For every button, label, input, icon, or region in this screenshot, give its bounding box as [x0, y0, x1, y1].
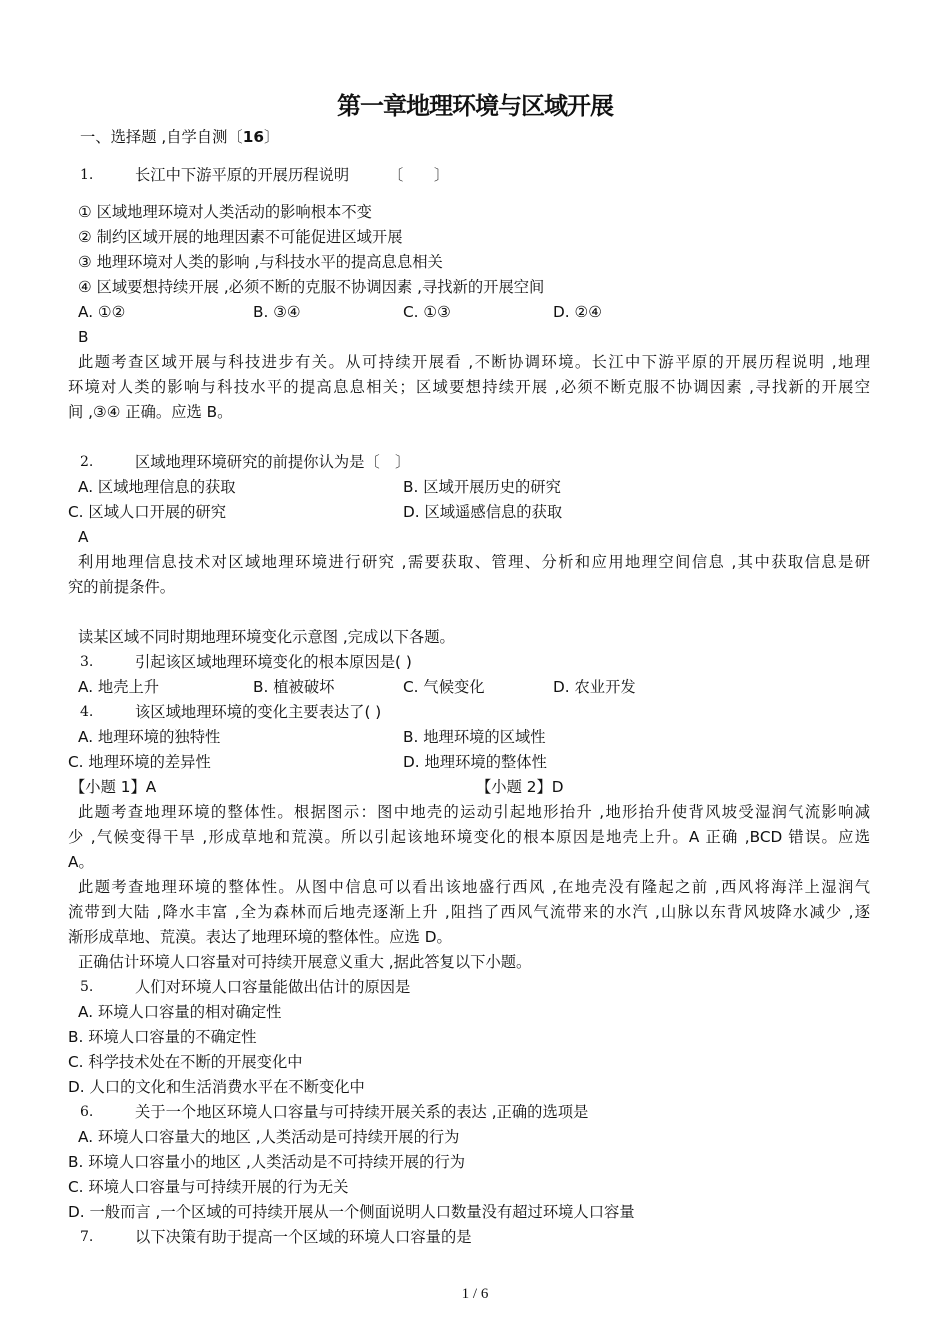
question-text: 以下决策有助于提高一个区域的环境人口容量的是	[135, 1228, 472, 1246]
explanation-line: 间 ,③④ 正确。应选 B。	[68, 403, 233, 421]
option-a: A. 地壳上升	[78, 678, 160, 696]
statement: ③ 地理环境对人类的影响 ,与科技水平的提高息息相关	[78, 253, 443, 271]
question-number: 5.	[80, 979, 94, 995]
statement: ② 制约区域开展的地理因素不可能促进区域开展	[78, 228, 403, 246]
question-text: 长江中下游平原的开展历程说明	[135, 166, 350, 184]
explanation-line: 渐形成草地、荒漠。表达了地理环境的整体性。应选 D。	[68, 928, 452, 946]
answer: A	[78, 528, 89, 546]
option-a: A. 区域地理信息的获取	[78, 478, 236, 496]
explanation-line: A。	[68, 853, 94, 871]
option-a: A. 环境人口容量大的地区 ,人类活动是可持续开展的行为	[78, 1128, 460, 1146]
statement: ④ 区域要想持续开展 ,必须不断的克服不协调因素 ,寻找新的开展空间	[78, 278, 545, 296]
question-number: 6.	[80, 1104, 94, 1120]
sub-answer: 【小题 1】A	[70, 778, 157, 796]
section-close: 〕	[264, 128, 280, 146]
option-a: A. ①②	[78, 303, 126, 321]
explanation-line: 此题考查地理环境的整体性。从图中信息可以看出该地盛行西风 ,在地壳没有隆起之前 ,西风将海洋上湿润气	[78, 878, 870, 896]
option-d: D. 一般而言 ,一个区域的可持续开展从一个侧面说明人口数量没有超过环境人口容量	[68, 1203, 635, 1221]
option-b: B. 环境人口容量的不确定性	[68, 1028, 257, 1046]
question-number: 3.	[80, 654, 94, 670]
question-text: 关于一个地区环境人口容量与可持续开展关系的表达 ,正确的选项是	[135, 1103, 589, 1121]
question-text: 引起该区域地理环境变化的根本原因是( )	[135, 653, 412, 671]
option-a: A. 地理环境的独特性	[78, 728, 221, 746]
option-a: A. 环境人口容量的相对确定性	[78, 1003, 282, 1021]
option-d: D. 农业开发	[553, 678, 636, 696]
option-d: D. 地理环境的整体性	[403, 753, 547, 771]
question-text: 该区域地理环境的变化主要表达了( )	[135, 703, 382, 721]
section-label: 一、选择题 ,自学自测〔	[80, 128, 243, 146]
question-text: 人们对环境人口容量能做出估计的原因是	[135, 978, 411, 996]
page-number: 1 / 6	[461, 1286, 489, 1302]
explanation-line: 利用地理信息技术对区域地理环境进行研究 ,需要获取、管理、分析和应用地理空间信息 ,其中获取信息是研	[78, 553, 870, 571]
explanation-line: 此题考查区域开展与科技进步有关。从可持续开展看 ,不断协调环境。长江中下游平原的开展历程说明 ,地理	[78, 353, 870, 371]
sub-answer: 【小题 2】D	[476, 778, 564, 796]
explanation-line: 少 ,气候变得干旱 ,形成草地和荒漠。所以引起该地环境变化的根本原因是地壳上升。A 正确 ,BCD 错误。应选	[68, 828, 870, 846]
explanation-line: 此题考查地理环境的整体性。根据图示：图中地壳的运动引起地形抬升 ,地形抬升使背风坡受湿润气流影响减	[78, 803, 870, 821]
option-b: B. 环境人口容量小的地区 ,人类活动是不可持续开展的行为	[68, 1153, 466, 1171]
option-b: B. 区域开展历史的研究	[403, 478, 561, 496]
option-c: C. 环境人口容量与可持续开展的行为无关	[68, 1178, 349, 1196]
section-count: 16	[242, 128, 264, 146]
group-intro: 读某区域不同时期地理环境变化示意图 ,完成以下各题。	[78, 628, 455, 646]
question-number: 1.	[80, 167, 94, 183]
option-d: D. 区域遥感信息的获取	[403, 503, 563, 521]
statement: ① 区域地理环境对人类活动的影响根本不变	[78, 203, 372, 221]
answer: B	[78, 328, 89, 346]
question-number: 2.	[80, 454, 94, 470]
option-b: B. 植被破坏	[253, 678, 335, 696]
option-c: C. 区域人口开展的研究	[68, 503, 227, 521]
group-intro: 正确估计环境人口容量对可持续开展意义重大 ,据此答复以下小题。	[78, 953, 532, 971]
answer-bracket: 〔 〕	[388, 166, 450, 184]
explanation-line: 究的前提条件。	[68, 578, 176, 596]
option-c: C. 气候变化	[403, 678, 485, 696]
option-d: D. 人口的文化和生活消费水平在不断变化中	[68, 1078, 365, 1096]
explanation-line: 环境对人类的影响与科技水平的提高息息相关；区域要想持续开展 ,必须不断克服不协调因素 ,寻找新的开展空	[68, 378, 870, 396]
question-text: 区域地理环境研究的前提你认为是〔 〕	[135, 453, 411, 471]
option-c: C. 科学技术处在不断的开展变化中	[68, 1053, 303, 1071]
explanation-line: 流带到大陆 ,降水丰富 ,全为森林而后地壳逐渐上升 ,阻挡了西风气流带来的水汽 ,山脉以东背风坡降水减少 ,逐	[68, 903, 870, 921]
option-c: C. ①③	[403, 303, 451, 321]
option-b: B. 地理环境的区域性	[403, 728, 546, 746]
option-c: C. 地理环境的差异性	[68, 753, 211, 771]
option-d: D. ②④	[553, 303, 602, 321]
option-b: B. ③④	[253, 303, 301, 321]
question-number: 7.	[80, 1229, 94, 1245]
section-heading	[80, 127, 279, 147]
question-number: 4.	[80, 704, 94, 720]
page-title: 第一章地理环境与区域开展	[337, 92, 613, 120]
